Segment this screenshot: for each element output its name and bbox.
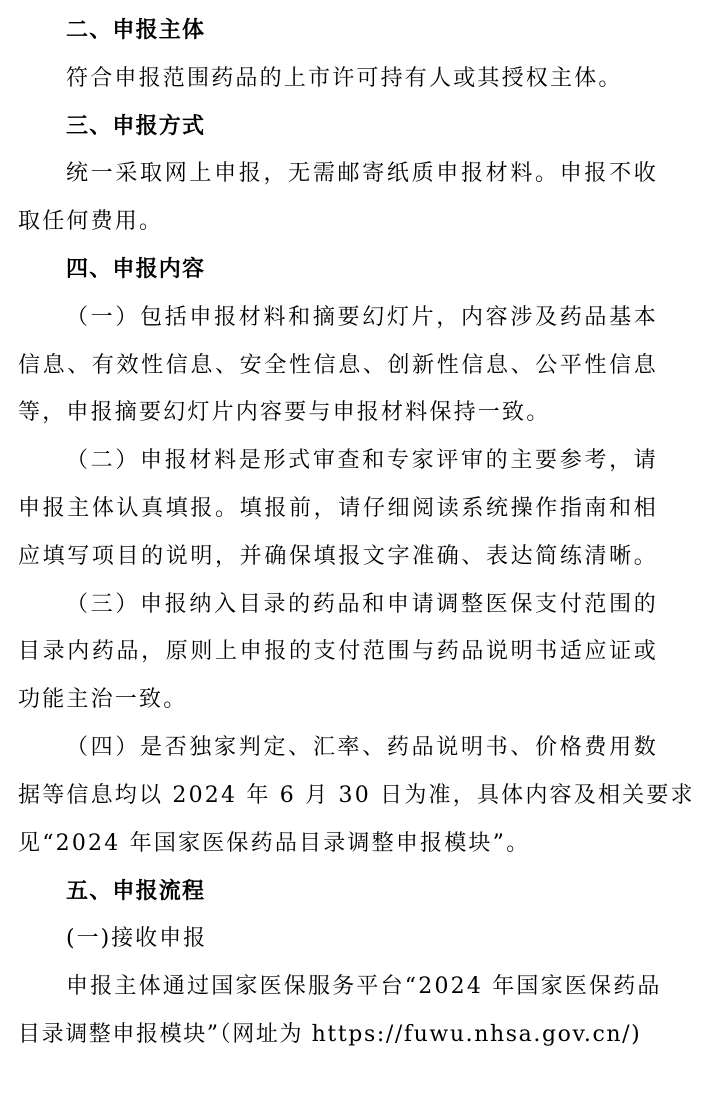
section-4-heading: 四、申报内容 (66, 257, 206, 282)
section-4-item-2-line-3: 应填写项目的说明，并确保填报文字准确、表达简练清晰。 (18, 544, 658, 569)
section-4-item-2-line-1: （二）申报材料是形式审查和专家评审的主要参考，请 (66, 448, 658, 473)
section-4-item-1-line-3: 等，申报摘要幻灯片内容要与申报材料保持一致。 (18, 400, 551, 425)
section-2-paragraph: 符合申报范围药品的上市许可持有人或其授权主体。 (66, 66, 623, 91)
section-5-heading: 五、申报流程 (66, 879, 206, 904)
section-4-item-4-line-1: （四）是否独家判定、汇率、药品说明书、价格费用数 (66, 735, 658, 760)
section-4-item-4-line-3: 见“2024 年国家医保药品目录调整申报模块”。 (18, 831, 531, 856)
section-5-subheading: (一)接收申报 (66, 926, 208, 951)
section-4-item-3-line-2: 目录内药品，原则上申报的支付范围与药品说明书适应证或 (18, 639, 658, 664)
section-4-item-1-line-1: （一）包括申报材料和摘要幻灯片，内容涉及药品基本 (66, 305, 658, 330)
section-3-paragraph-line-1: 统一采取网上申报，无需邮寄纸质申报材料。申报不收 (66, 161, 658, 186)
section-4-item-3-line-3: 功能主治一致。 (18, 687, 188, 712)
section-5-paragraph-line-1: 申报主体通过国家医保服务平台“2024 年国家医保药品 (66, 974, 662, 999)
section-3-paragraph-line-2: 取任何费用。 (18, 209, 164, 234)
section-4-item-4-line-2: 据等信息均以 2024 年 6 月 30 日为准，具体内容及相关要求 (18, 783, 695, 808)
section-4-item-1-line-2: 信息、有效性信息、安全性信息、创新性信息、公平性信息 (18, 353, 658, 378)
section-2-heading: 二、申报主体 (66, 18, 206, 43)
section-3-heading: 三、申报方式 (66, 114, 206, 139)
section-4-item-2-line-2: 申报主体认真填报。填报前，请仔细阅读系统操作指南和相 (18, 496, 658, 521)
section-5-paragraph-line-2: 目录调整申报模块”（网址为 https://fuwu.nhsa.gov.cn/) (18, 1022, 642, 1047)
section-4-item-3-line-1: （三）申报纳入目录的药品和申请调整医保支付范围的 (66, 592, 658, 617)
